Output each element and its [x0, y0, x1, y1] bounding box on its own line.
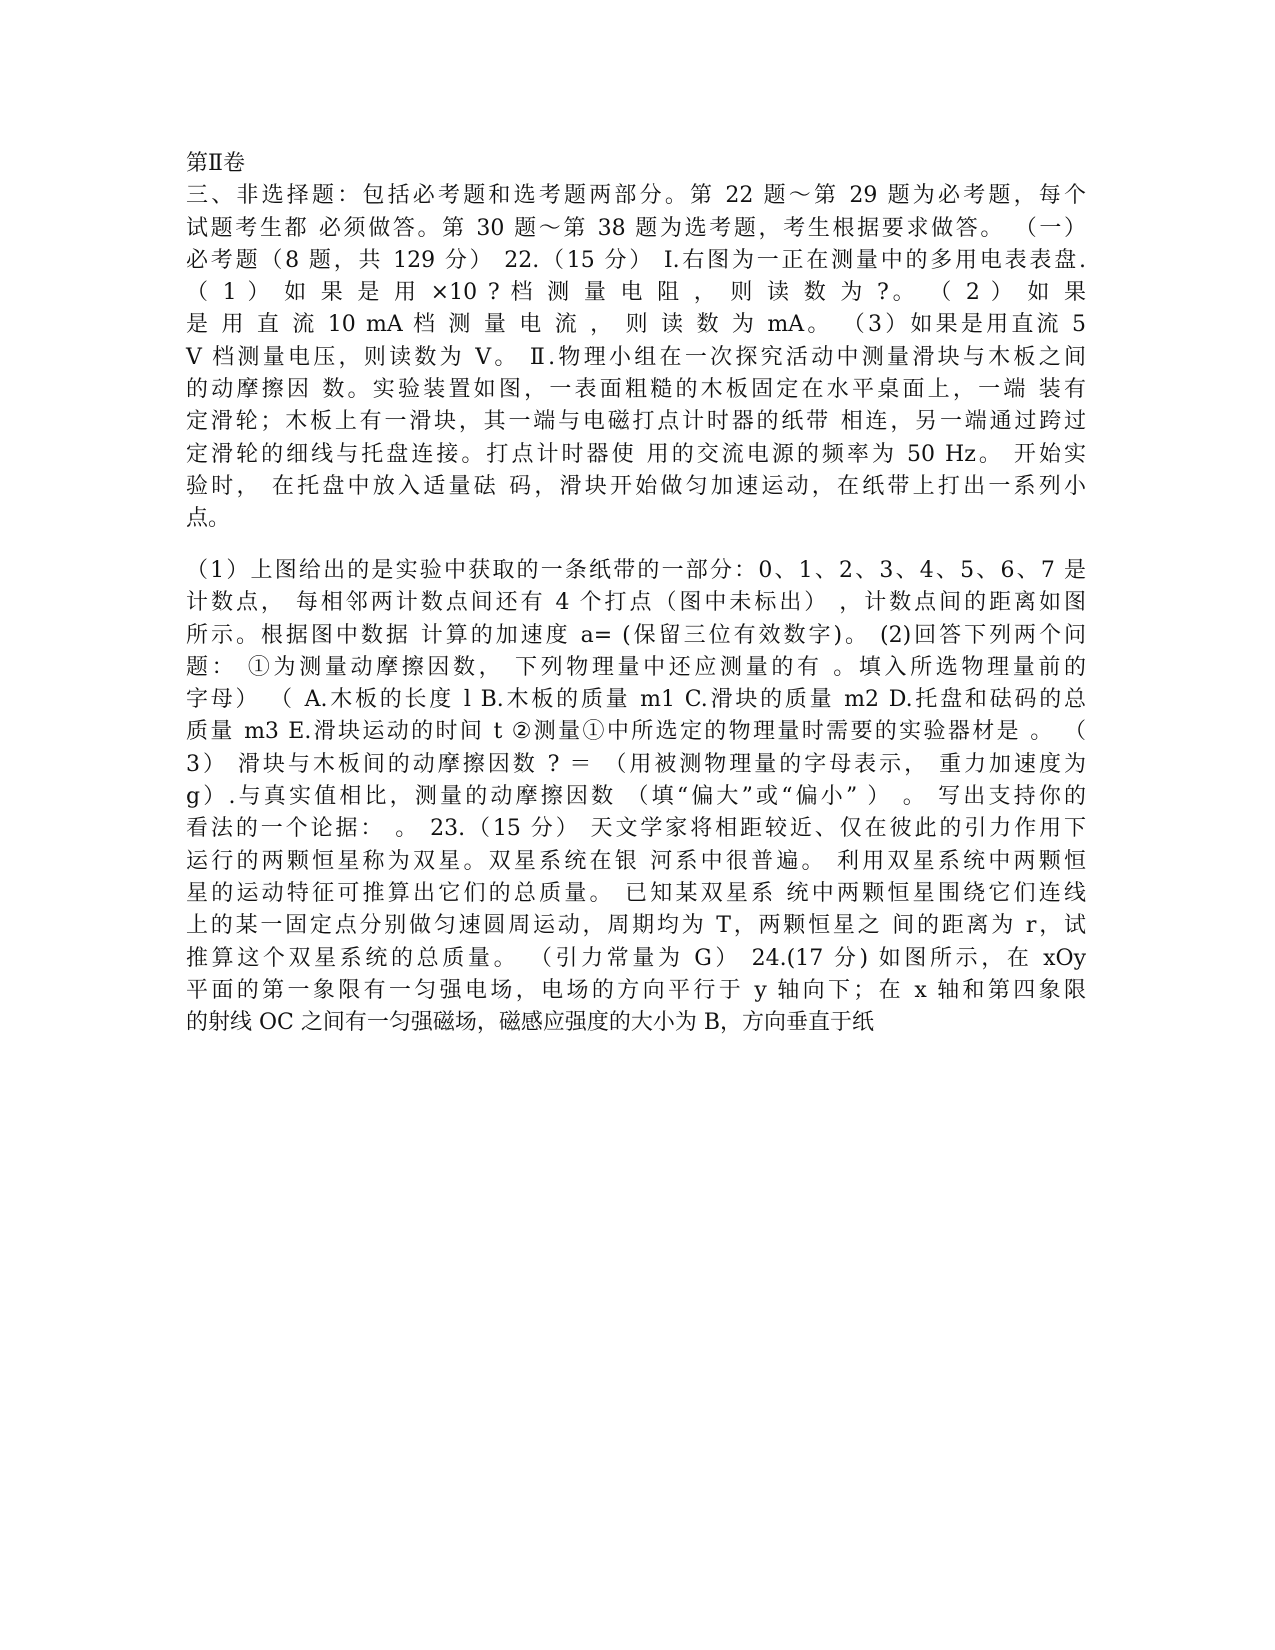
- text-line: 推算这个双星系统的总质量。 （引力常量为 G） 24.(17 分) 如图所示，在 xOy: [186, 945, 1086, 971]
- text-line: 点。: [186, 506, 231, 532]
- text-line: 的动摩擦因 数。实验装置如图，一表面粗糙的木板固定在水平桌面上，一端 装有: [186, 377, 1086, 403]
- text-line: 验时， 在托盘中放入适量砝 码，滑块开始做匀加速运动，在纸带上打出一系列小: [186, 473, 1086, 499]
- text-line: 的射线 OC 之间有一匀强磁场，磁感应强度的大小为 B，方向垂直于纸: [186, 1010, 875, 1036]
- text-line: 运行的两颗恒星称为双星。双星系统在银 河系中很普遍。 利用双星系统中两颗恒: [186, 848, 1086, 874]
- text-line: 题： ①为测量动摩擦因数， 下列物理量中还应测量的有 。填入所选物理量前的: [186, 654, 1086, 680]
- text-line: 计数点， 每相邻两计数点间还有 4 个打点（图中未标出） ，计数点间的距离如图: [186, 590, 1086, 616]
- text-line: 看法的一个论据： 。 23.（15 分） 天文学家将相距较近、仅在彼此的引力作用下: [186, 816, 1086, 842]
- text-line: 是 用 直 流 10 mA 档 测 量 电 流 ， 则 读 数 为 mA。 （3）如果是用直流 5: [186, 312, 1086, 338]
- text-line: 定滑轮；木板上有一滑块，其一端与电磁打点计时器的纸带 相连，另一端通过跨过: [186, 409, 1086, 435]
- text-line: 字母） （ A.木板的长度 l B.木板的质量 m1 C.滑块的质量 m2 D.托盘和砝码的总: [186, 687, 1086, 713]
- text-line: V 档测量电压，则读数为 V。 Ⅱ.物理小组在一次探究活动中测量滑块与木板之间: [186, 344, 1086, 370]
- text-line: 必考题（8 题，共 129 分） 22.（15 分） I.右图为一正在测量中的多用电表表盘.: [186, 247, 1086, 273]
- text-line: 试题考生都 必须做答。第 30 题～第 38 题为选考题，考生根据要求做答。 （一）: [186, 215, 1086, 241]
- text-line: 上的某一固定点分别做匀速圆周运动，周期均为 T，两颗恒星之 间的距离为 r，试: [186, 913, 1086, 939]
- section-two-intro: [186, 148, 1086, 536]
- experiment-questions: [186, 555, 1086, 1039]
- text-line: 平面的第一象限有一匀强电场，电场的方向平行于 y 轴向下；在 x 轴和第四象限: [186, 977, 1086, 1003]
- text-line: （ 1 ） 如 果 是 用 ×10 ? 档 测 量 电 阻 ， 则 读 数 为 ?。 （ 2 ） 如 果: [186, 280, 1086, 306]
- text-line: g）.与真实值相比，测量的动摩擦因数 （填“偏大”或“偏小” ） 。 写出支持你的: [186, 784, 1086, 810]
- text-line: 所示。根据图中数据 计算的加速度 a= (保留三位有效数字)。 (2)回答下列两个问: [186, 622, 1086, 648]
- volume-heading: 第Ⅱ卷: [186, 151, 245, 176]
- text-line: 三、非选择题：包括必考题和选考题两部分。第 22 题～第 29 题为必考题，每个: [186, 183, 1086, 209]
- text-line: （1）上图给出的是实验中获取的一条纸带的一部分：0、1、2、3、4、5、6、7 是: [186, 558, 1086, 583]
- text-line: 定滑轮的细线与托盘连接。打点计时器使 用的交流电源的频率为 50 Hz。 开始实: [186, 441, 1086, 467]
- text-line: 星的运动特征可推算出它们的总质量。 已知某双星系 统中两颗恒星围绕它们连线: [186, 880, 1086, 906]
- text-line: 3） 滑块与木板间的动摩擦因数 ? ＝ （用被测物理量的字母表示， 重力加速度为: [186, 751, 1086, 777]
- text-line: 质量 m3 E.滑块运动的时间 t ②测量①中所选定的物理量时需要的实验器材是 。 （: [186, 719, 1086, 745]
